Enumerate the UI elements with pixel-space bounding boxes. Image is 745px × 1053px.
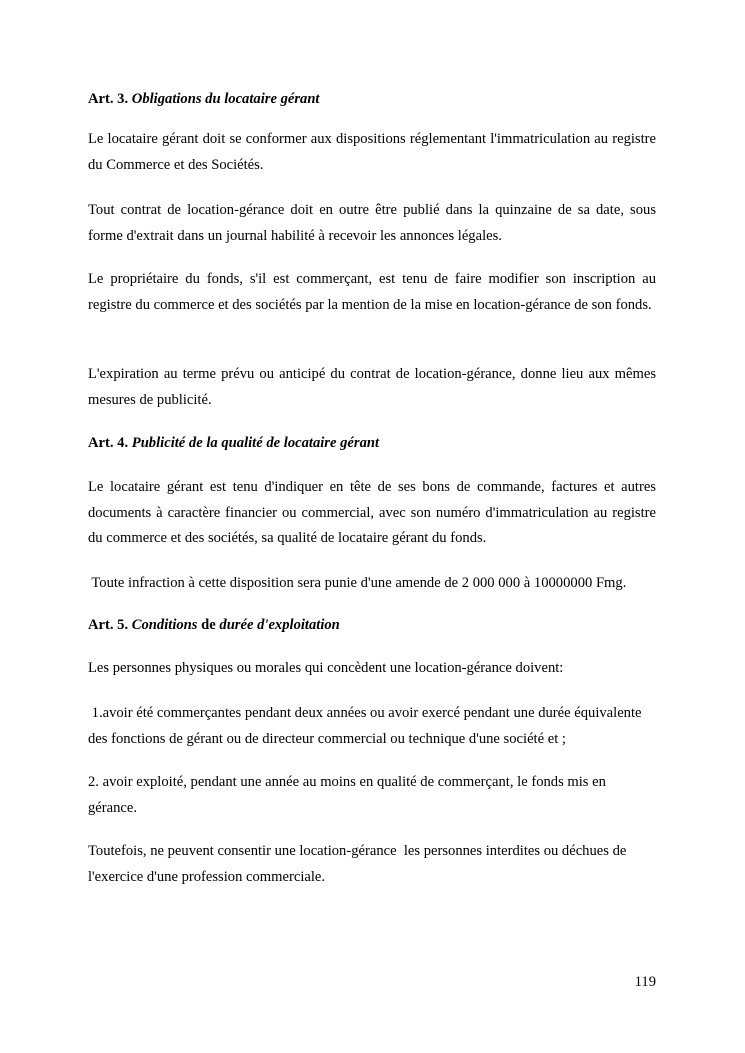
art3-paragraph-1: Le locataire gérant doit se conformer aux dispositions réglementant l'immatriculation au registre du Commerce et des Sociétés. — [88, 131, 656, 173]
art3-heading — [88, 87, 656, 113]
art5-paragraph-2: 1.avoir été commerçantes pendant deux années ou avoir exercé pendant une durée équivalente des fonctions de gérant ou de directeur commercial ou technique d'une société et ; — [88, 705, 646, 747]
art5-paragraph-1: Les personnes physiques ou morales qui concèdent une location-gérance doivent: — [88, 660, 564, 676]
art5-paragraph-4: Toutefois, ne peuvent consentir une location-gérance les personnes interdites ou déchues de l'exercice d'une profession commerciale. — [88, 843, 631, 885]
art3-paragraph-4: L'expiration au terme prévu ou anticipé du contrat de location-gérance, donne lieu aux mêmes mesures de publicité. — [88, 366, 656, 408]
art4-paragraph-1: Le locataire gérant est tenu d'indiquer en tête de ses bons de commande, factures et autres documents à caractère financier ou commercial, avec son numéro d'immatriculation au registre du commerce et des sociétés, sa qualité de locataire gérant du fonds. — [88, 479, 656, 546]
art4-heading — [88, 431, 656, 457]
art4-number: Art. 4. — [88, 435, 129, 451]
art5-title-part1: Conditions — [131, 617, 198, 633]
art3-number: Art. 3. — [88, 91, 129, 107]
art3-paragraph-2: Tout contrat de location-gérance doit en outre être publié dans la quinzaine de sa date, sous forme d'extrait dans un journal habilité à recevoir les annonces légales. — [88, 202, 656, 244]
art4-paragraph-2: Toute infraction à cette disposition sera punie d'une amende de 2 000 000 à 10000000 Fmg. — [88, 575, 627, 591]
art5-paragraph-3: 2. avoir exploité, pendant une année au moins en qualité de commerçant, le fonds mis en gérance. — [88, 774, 606, 816]
art5-title-de: de — [201, 617, 216, 633]
art3-paragraph-3: Le propriétaire du fonds, s'il est commerçant, est tenu de faire modifier son inscription au registre du commerce et des sociétés par la mention de la mise en location-gérance de son fonds. — [88, 271, 656, 313]
page-number: 119 — [634, 974, 656, 990]
art5-title-part2: durée d'exploitation — [219, 617, 340, 633]
art4-title: Publicité de la qualité de locataire gérant — [131, 435, 380, 451]
art3-title: Obligations du locataire gérant — [131, 91, 320, 107]
art5-number: Art. 5. — [88, 617, 129, 633]
art5-heading — [88, 613, 656, 639]
